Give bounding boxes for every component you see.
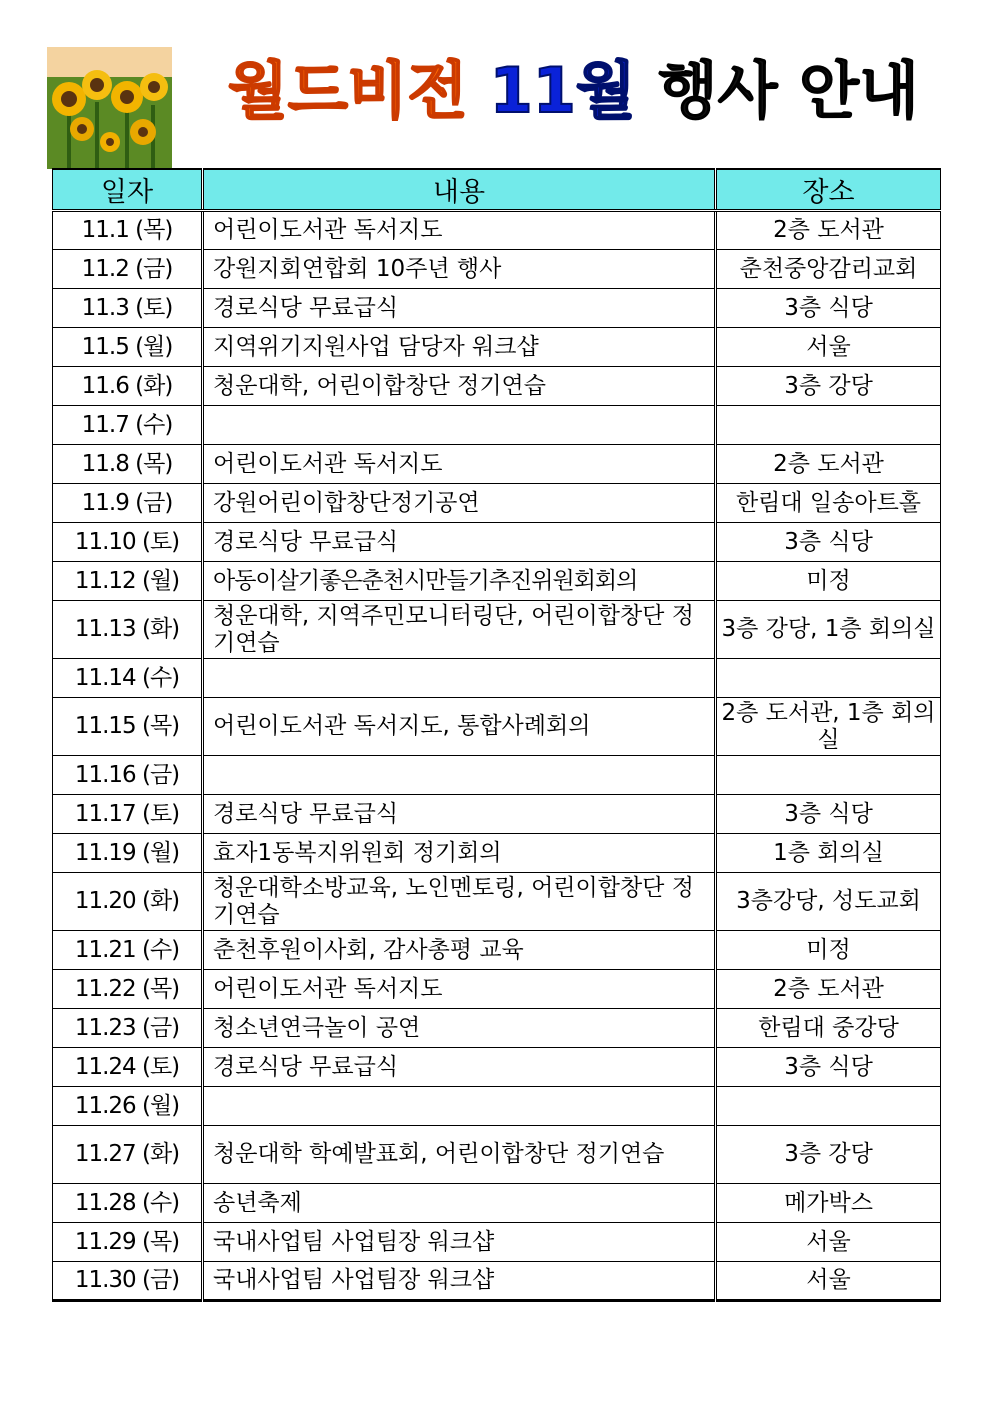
table-row (53, 367, 941, 406)
content-cell: 청운대학, 어린이합창단 정기연습 (203, 367, 716, 406)
place-cell: 한림대 일송아트홀 (716, 484, 941, 523)
table-row (53, 1262, 941, 1301)
header-content: 내용 (203, 169, 716, 211)
table-row (53, 445, 941, 484)
place-cell: 2층 도서관 (716, 970, 941, 1009)
place-cell: 3층 식당 (716, 289, 941, 328)
date-cell: 11.8 (목) (53, 445, 203, 484)
date-cell: 11.10 (토) (53, 523, 203, 562)
table-row (53, 795, 941, 834)
place-cell: 3층 강당 (716, 1126, 941, 1184)
date-cell: 11.27 (화) (53, 1126, 203, 1184)
content-cell: 경로식당 무료급식 (203, 289, 716, 328)
place-cell: 미정 (716, 562, 941, 601)
content-cell: 어린이도서관 독서지도, 통합사례회의 (203, 698, 716, 756)
date-cell: 11.26 (월) (53, 1087, 203, 1126)
content-cell: 춘천후원이사회, 감사총평 교육 (203, 931, 716, 970)
table-row (53, 601, 941, 659)
title-event-guide: 행사 안내 (657, 54, 919, 127)
place-cell: 2층 도서관, 1층 회의실 (716, 698, 941, 756)
place-cell: 서울 (716, 328, 941, 367)
content-cell: 경로식당 무료급식 (203, 523, 716, 562)
date-cell: 11.20 (화) (53, 873, 203, 931)
content-cell (203, 659, 716, 698)
place-cell: 메가박스 (716, 1184, 941, 1223)
table-row (53, 1223, 941, 1262)
place-cell (716, 756, 941, 795)
date-cell: 11.23 (금) (53, 1009, 203, 1048)
date-cell: 11.30 (금) (53, 1262, 203, 1301)
content-cell (203, 406, 716, 445)
date-cell: 11.22 (목) (53, 970, 203, 1009)
content-cell: 국내사업팀 사업팀장 워크샵 (203, 1223, 716, 1262)
date-cell: 11.13 (화) (53, 601, 203, 659)
table-row (53, 698, 941, 756)
content-cell: 지역위기지원사업 담당자 워크샵 (203, 328, 716, 367)
place-cell: 춘천중앙감리교회 (716, 250, 941, 289)
content-cell: 청운대학, 지역주민모니터링단, 어린이합창단 정기연습 (203, 601, 716, 659)
page-title (228, 46, 919, 136)
header-place: 장소 (716, 169, 941, 211)
content-cell: 국내사업팀 사업팀장 워크샵 (203, 1262, 716, 1301)
table-row (53, 756, 941, 795)
sunflower-photo (47, 47, 172, 169)
table-row (53, 1048, 941, 1087)
schedule-table (52, 168, 941, 1302)
date-cell: 11.19 (월) (53, 834, 203, 873)
place-cell: 1층 회의실 (716, 834, 941, 873)
table-row (53, 484, 941, 523)
table-row (53, 1009, 941, 1048)
content-cell: 경로식당 무료급식 (203, 1048, 716, 1087)
content-cell: 강원지회연합회 10주년 행사 (203, 250, 716, 289)
date-cell: 11.24 (토) (53, 1048, 203, 1087)
table-row (53, 659, 941, 698)
table-row (53, 1184, 941, 1223)
place-cell: 한림대 중강당 (716, 1009, 941, 1048)
place-cell: 2층 도서관 (716, 445, 941, 484)
table-row (53, 562, 941, 601)
date-cell: 11.5 (월) (53, 328, 203, 367)
date-cell: 11.2 (금) (53, 250, 203, 289)
place-cell: 3층 강당, 1층 회의실 (716, 601, 941, 659)
table-row (53, 250, 941, 289)
date-cell: 11.14 (수) (53, 659, 203, 698)
date-cell: 11.16 (금) (53, 756, 203, 795)
table-row (53, 873, 941, 931)
table-row (53, 406, 941, 445)
date-cell: 11.29 (목) (53, 1223, 203, 1262)
content-cell: 강원어린이합창단정기공연 (203, 484, 716, 523)
table-row (53, 1126, 941, 1184)
content-cell: 청운대학소방교육, 노인멘토링, 어린이합창단 정기연습 (203, 873, 716, 931)
date-cell: 11.6 (화) (53, 367, 203, 406)
place-cell: 미정 (716, 931, 941, 970)
date-cell: 11.9 (금) (53, 484, 203, 523)
content-cell: 경로식당 무료급식 (203, 795, 716, 834)
date-cell: 11.7 (수) (53, 406, 203, 445)
place-cell: 서울 (716, 1223, 941, 1262)
content-cell: 청소년연극놀이 공연 (203, 1009, 716, 1048)
place-cell: 3층 강당 (716, 367, 941, 406)
content-cell: 청운대학 학예발표회, 어린이합창단 정기연습 (203, 1126, 716, 1184)
content-cell: 어린이도서관 독서지도 (203, 211, 716, 250)
content-cell: 아동이살기좋은춘천시만들기추진위원회회의 (203, 562, 716, 601)
table-row (53, 328, 941, 367)
table-row (53, 523, 941, 562)
place-cell (716, 659, 941, 698)
table-header-row (53, 169, 941, 211)
content-cell: 어린이도서관 독서지도 (203, 970, 716, 1009)
table-row (53, 289, 941, 328)
date-cell: 11.1 (목) (53, 211, 203, 250)
date-cell: 11.15 (목) (53, 698, 203, 756)
date-cell: 11.28 (수) (53, 1184, 203, 1223)
content-cell (203, 1087, 716, 1126)
table-row (53, 834, 941, 873)
place-cell: 2층 도서관 (716, 211, 941, 250)
place-cell: 3층 식당 (716, 1048, 941, 1087)
place-cell: 3층 식당 (716, 795, 941, 834)
table-row (53, 211, 941, 250)
place-cell (716, 1087, 941, 1126)
date-cell: 11.12 (월) (53, 562, 203, 601)
header-date: 일자 (53, 169, 203, 211)
date-cell: 11.17 (토) (53, 795, 203, 834)
title-month: 11월 (489, 54, 636, 127)
title-org: 월드비전 (228, 54, 468, 127)
sunflower-field-icon (47, 47, 172, 169)
table-row (53, 931, 941, 970)
table-row (53, 1087, 941, 1126)
table-row (53, 970, 941, 1009)
content-cell (203, 756, 716, 795)
content-cell: 송년축제 (203, 1184, 716, 1223)
date-cell: 11.21 (수) (53, 931, 203, 970)
content-cell: 효자1동복지위원회 정기회의 (203, 834, 716, 873)
place-cell: 3층 식당 (716, 523, 941, 562)
place-cell (716, 406, 941, 445)
content-cell: 어린이도서관 독서지도 (203, 445, 716, 484)
date-cell: 11.3 (토) (53, 289, 203, 328)
place-cell: 서울 (716, 1262, 941, 1301)
place-cell: 3층강당, 성도교회 (716, 873, 941, 931)
